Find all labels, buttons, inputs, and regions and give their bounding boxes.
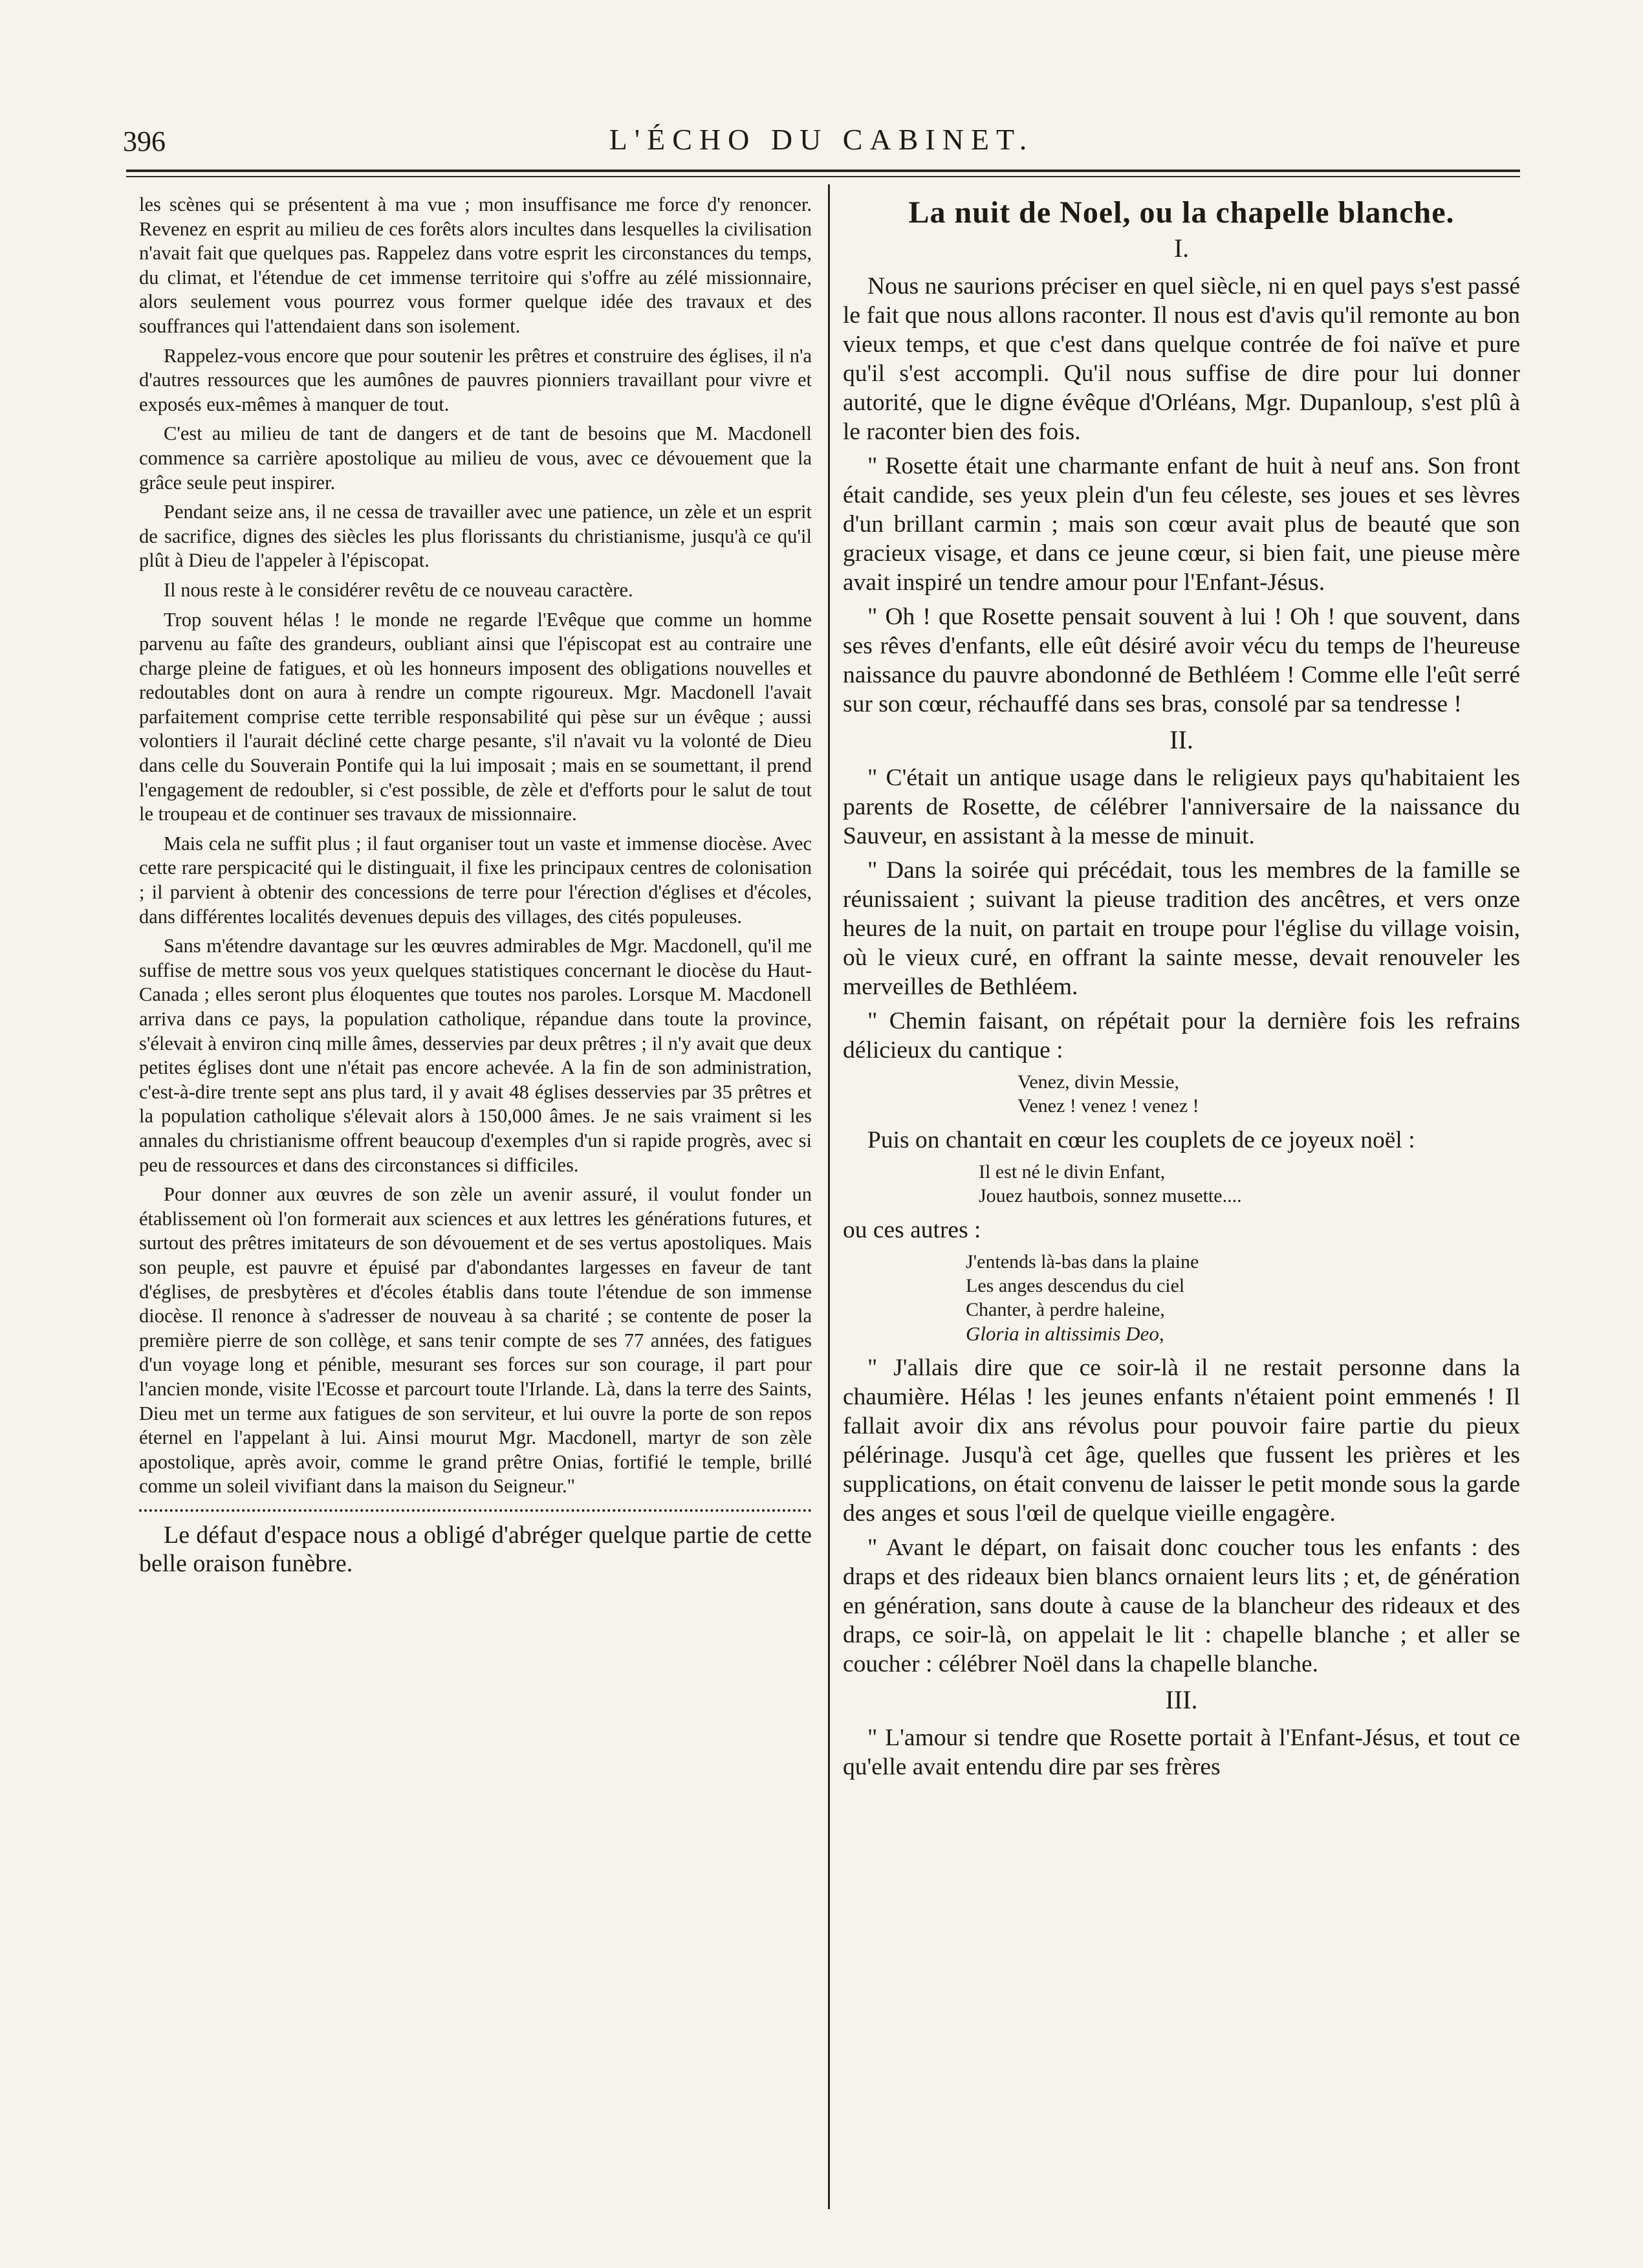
header-rule: [126, 169, 1520, 172]
paragraph: " C'était un antique usage dans le religieux pays qu'habitaient les parents de Rosette, de célébrer l'anniversaire de la naissance du Sauveur, en assistant à la messe de minuit.: [843, 765, 1520, 849]
paragraph: Rappelez-vous encore que pour soutenir les prêtres et construire des églises, il n'a d'autres ressources que les aumônes de pauvres pionniers travaillant pour vivre et exposés eux-mêmes à manquer de tout.: [139, 344, 812, 415]
right-column: [843, 193, 1520, 1787]
verse-line: Chanter, à perdre haleine,: [966, 1299, 1165, 1320]
closing-note: Le défaut d'espace nous a obligé d'abréger quelque partie de cette belle oraison funèbre.: [139, 1521, 812, 1577]
paragraph: ou ces autres :: [843, 1217, 981, 1243]
paragraph: Puis on chantait en cœur les couplets de ce joyeux noël :: [867, 1127, 1415, 1153]
paragraph: Sans m'étendre davantage sur les œuvres admirables de Mgr. Macdonell, qu'il me suffise de mettre sous vos yeux quelques statistiques concernant le diocèse du Haut-Canada ; elles seront plus éloquentes que toutes nos paroles. Lorsque M. Macdonell arriva dans ce pays, la population catholique, répandue dans toute la province, s'élevait à environ cinq mille âmes, desservies par deux prêtres ; il n'y avait que deux petites églises dont une n'était pas encore achevée. A la fin de son administration, c'est-à-dire trente sept ans plus tard, il y avait 48 églises desservies par 35 prêtres et la population catholique s'élevait alors à 150,000 âmes. Je ne sais vraiment si les annales du christianisme offrent beaucoup d'exemples d'un si rapide progrès, avec si peu de ressources et dans des circonstances si difficiles.: [139, 935, 812, 1176]
column-divider: [828, 184, 830, 2209]
section-number: III.: [1165, 1685, 1198, 1714]
article-title: La nuit de Noel, ou la chapelle blanche.: [908, 195, 1455, 230]
verse-line: Venez ! venez ! venez !: [1017, 1095, 1199, 1117]
page-number: 396: [123, 125, 166, 157]
verse-block: [843, 1250, 1520, 1346]
paragraph: " L'amour si tendre que Rosette portait à l'Enfant-Jésus, et tout ce qu'elle avait entendu dire par ses frères: [843, 1725, 1520, 1780]
paragraph: les scènes qui se présentent à ma vue ; mon insuffisance me force d'y renoncer. Revenez en esprit au milieu de ces forêts alors incultes dans lesquelles la civilisation n'avait fait que quelques pas. Rappelez dans votre esprit les circonstances du temps, du climat, et l'étendue de cet immense territoire qui s'offre au zélé missionnaire, alors seulement vous pourrez vous former quelque idée des travaux et des souffrances qui l'attendaient dans son isolement.: [139, 193, 812, 337]
verse-line: Venez, divin Messie,: [1017, 1071, 1179, 1093]
paragraph: " Oh ! que Rosette pensait souvent à lui ! Oh ! que souvent, dans ses rêves d'enfants, elle eût désiré avoir vécu du temps de l'heureuse naissance du pauvre abondonné de Bethléem ! Comme elle l'eût serré sur son cœur, réchauffé dans ses bras, consolé par sa tendresse !: [843, 604, 1520, 717]
running-title: L'ÉCHO DU CABINET.: [609, 123, 1034, 156]
paragraph: C'est au milieu de tant de dangers et de tant de besoins que M. Macdonell commence sa carrière apostolique au milieu de vous, avec ce dévouement que la grâce seule peut inspirer.: [139, 422, 812, 494]
paragraph: " J'allais dire que ce soir-là il ne restait personne dans la chaumière. Hélas ! les jeunes enfants n'étaient point emmenés ! Il fallait avoir dix ans révolus pour pouvoir faire partie du pieux pélérinage. Jusqu'à cet âge, quelles que fussent les prières et les supplications, on était convenu de laisser le petit monde sous la garde des anges et sous l'œil de quelque vieille engagère.: [843, 1355, 1520, 1527]
verse-block: [843, 1160, 1520, 1208]
section-number: II.: [1170, 725, 1193, 754]
verse-line: Gloria in altissimis Deo,: [966, 1322, 1164, 1345]
verse-line: J'entends là-bas dans la plaine: [966, 1251, 1199, 1272]
paragraph: " Rosette était une charmante enfant de huit à neuf ans. Son front était candide, ses yeux plein d'un feu céleste, ses joues et ses lèvres d'un brillant carmin ; mais son cœur avait plus de beauté que son gracieux visage, et dans ce jeune cœur, si bien fait, une pieuse mère avait inspiré un tendre amour pour l'Enfant-Jésus.: [843, 453, 1520, 596]
verse-line: Les anges descendus du ciel: [966, 1275, 1185, 1296]
paragraph: " Chemin faisant, on répétait pour la dernière fois les refrains délicieux du cantique :: [843, 1008, 1520, 1063]
paragraph: Pour donner aux œuvres de son zèle un avenir assuré, il voulut fonder un établissement où l'on formerait aux sciences et aux lettres les générations futures, et surtout des prêtres imitateurs de son dévouement et de ses vertus apostoliques. Mais son peuple, est pauvre et épuisé par d'abondantes largesses en faveur de tant d'églises, de presbytères et d'écoles établis dans toute l'étendue de son immense diocèse. Il renonce à s'adresser de nouveau à sa charité ; se contente de poser la première pierre de son collège, et sans tenir compte de ses 77 années, des fatigues d'un voyage long et pénible, mesurant ses forces sur son courage, il part pour l'ancien monde, visite l'Ecosse et parcourt toute l'Irlande. Là, dans la terre des Saints, Dieu met un terme aux fatigues de son serviteur, et lui ouvre la porte de son repos éternel en l'appelant à lui. Ainsi mourut Mgr. Macdonell, martyr de son zèle apostolique, après avoir, comme le grand prêtre Onias, fortifié le temple, brillé comme un soleil vivifiant dans la maison du Seigneur.": [139, 1183, 812, 1498]
paragraph: Pendant seize ans, il ne cessa de travailler avec une patience, un zèle et un esprit de sacrifice, dignes des siècles les plus florissants du christianisme, jusqu'à ce qu'il plût à Dieu de l'appeler à l'épiscopat.: [139, 501, 812, 572]
dotted-separator: [139, 1509, 812, 1512]
paragraph: Il nous reste à le considérer revêtu de ce nouveau caractère.: [164, 578, 633, 601]
page-header: [123, 120, 1520, 165]
verse-line: Il est né le divin Enfant,: [979, 1161, 1166, 1183]
header-rule-thin: [126, 176, 1520, 177]
section-number: I.: [1173, 234, 1190, 263]
left-column: [139, 193, 812, 1583]
paragraph: " Dans la soirée qui précédait, tous les membres de la famille se réunissaient ; suivant la pieuse tradition des ancêtres, et vers onze heures de la nuit, on partait en troupe pour l'église du village voisin, où le vieux curé, en offrant la sainte messe, devait renouveler les merveilles de Bethléem.: [843, 857, 1520, 1000]
paragraph: Nous ne saurions préciser en quel siècle, ni en quel pays s'est passé le fait que nous allons raconter. Il nous est d'avis qu'il remonte au bon vieux temps, et que c'est dans quelque contrée de foi naïve et pure qu'il s'est accompli. Qu'il nous suffise de dire pour lui donner autorité, que le digne évêque d'Orléans, Mgr. Dupanloup, s'est plû à le raconter bien des fois.: [843, 273, 1520, 445]
paragraph: Trop souvent hélas ! le monde ne regarde l'Evêque que comme un homme parvenu au faîte des grandeurs, oubliant ainsi que l'épiscopat est au contraire une charge pleine de fatigues, et où les honneurs imposent des obligations nouvelles et redoutables dont on aura à rendre un compte rigoureux. Mgr. Macdonell l'avait parfaitement comprise cette terrible responsabilité qui pèse sur un évêque ; aussi volontiers il l'aurait décliné cette charge pesante, s'il n'avait vu la volonté de Dieu dans celle du Souverain Pontife qui la lui imposait ; mais en se soumettant, il prend l'engagement de redoubler, si c'est possible, de zèle et d'efforts pour le salut de tout le troupeau et de continuer ses travaux de missionnaire.: [139, 608, 812, 825]
verse-line: Jouez hautbois, sonnez musette....: [979, 1185, 1242, 1206]
verse-block: [843, 1070, 1520, 1118]
paragraph: Mais cela ne suffit plus ; il faut organiser tout un vaste et immense diocèse. Avec cette rare perspicacité qui le distinguait, il fixe les principaux centres de colonisation ; il parvient à obtenir des concessions de terre pour l'érection d'églises et d'écoles, dans différentes localités devenues depuis des villages, des cités populeuses.: [139, 832, 812, 928]
paragraph: " Avant le départ, on faisait donc coucher tous les enfants : des draps et des rideaux bien blancs ornaient leurs lits ; et, de génération en génération, sans doute à cause de la blancheur des rideaux et des draps, ce soir-là, on appelait le lit : chapelle blanche ; et aller se coucher : célébrer Noël dans la chapelle blanche.: [843, 1534, 1520, 1677]
